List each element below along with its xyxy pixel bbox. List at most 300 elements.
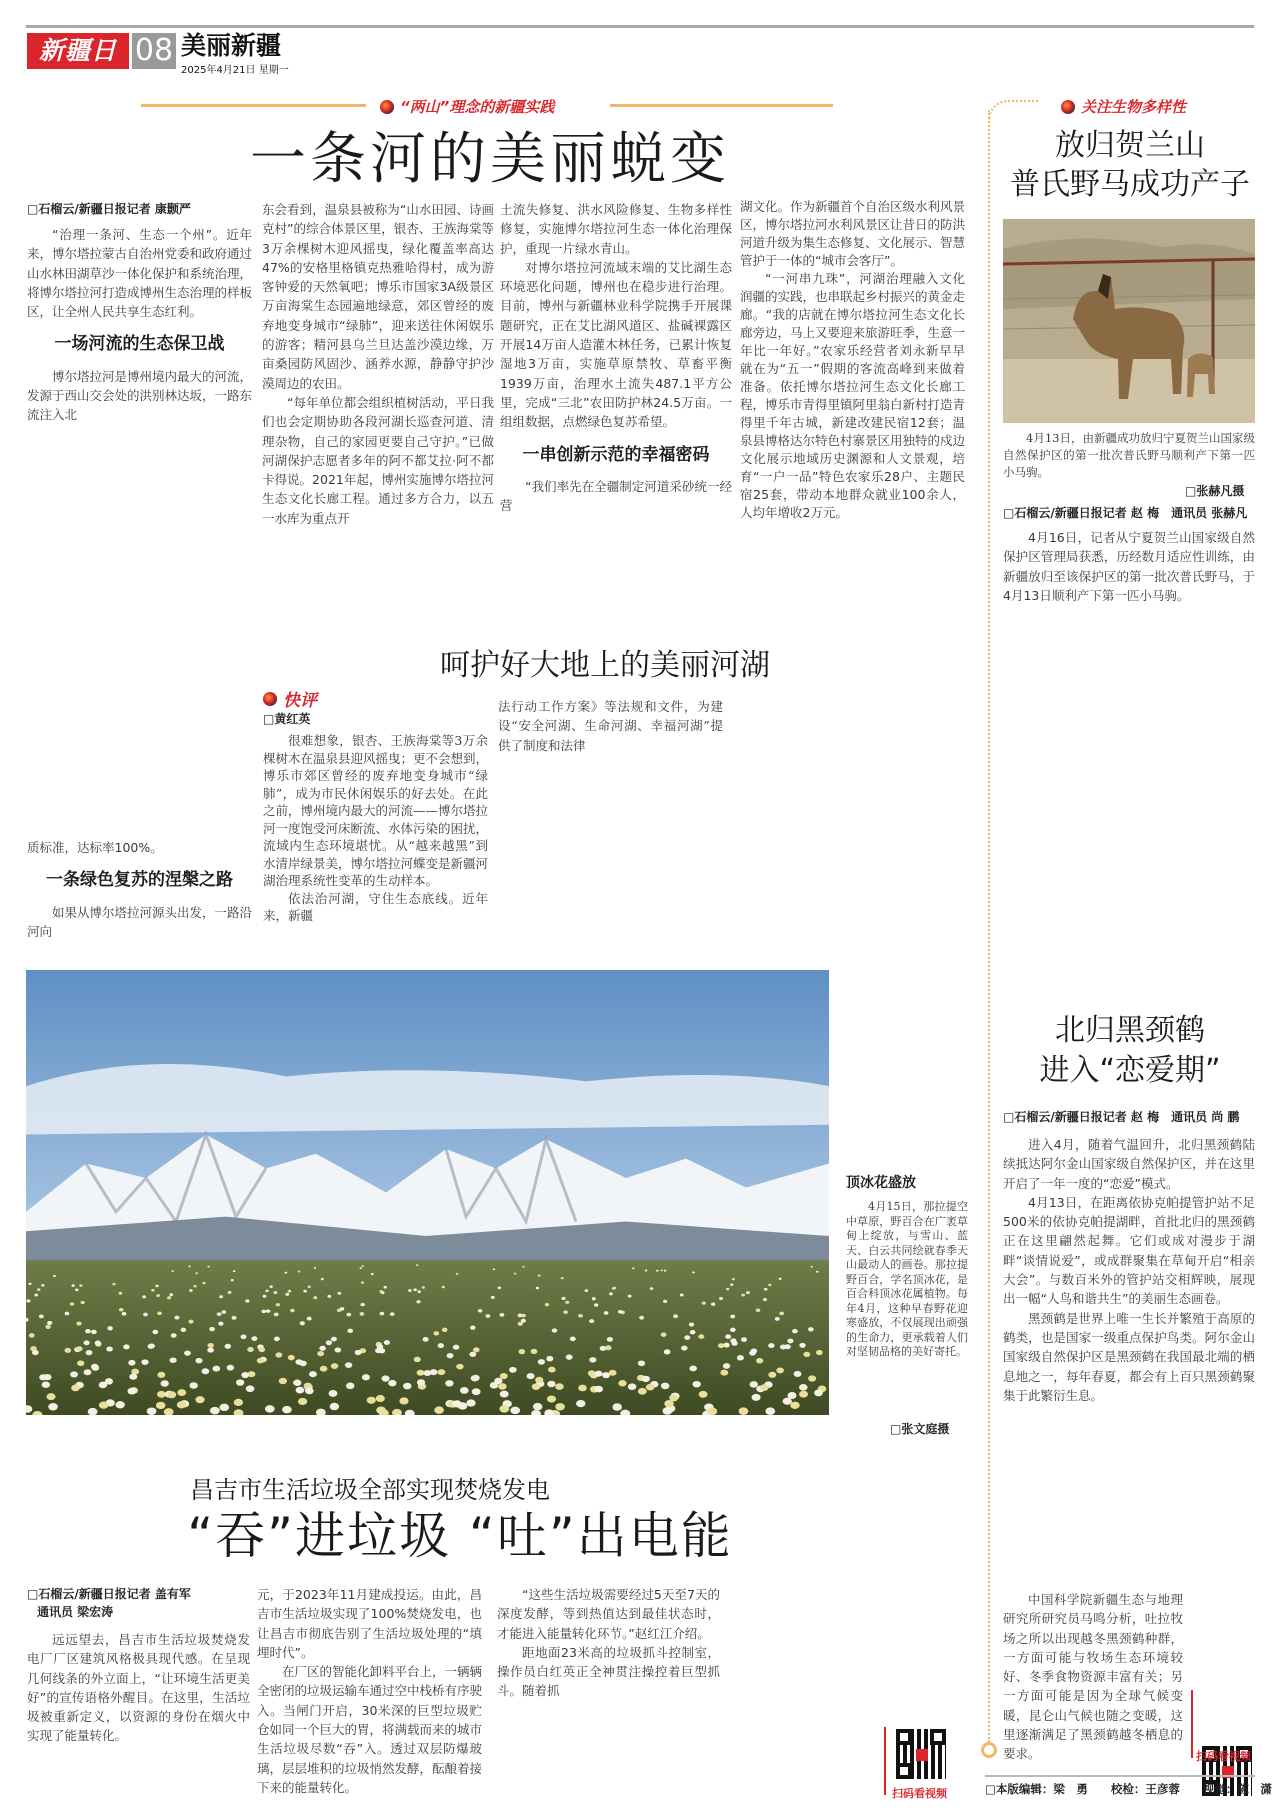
flower-mark	[466, 1399, 475, 1406]
flower-mark	[236, 1379, 244, 1385]
flower-mark	[563, 1310, 568, 1314]
flower-mark	[234, 1399, 243, 1406]
flower-mark	[725, 1334, 731, 1339]
flower-mark	[416, 1264, 418, 1266]
flower-mark	[737, 1355, 744, 1360]
flower-mark	[381, 1375, 389, 1381]
flower-mark	[282, 1406, 292, 1414]
flower-mark	[251, 1336, 257, 1341]
flower-mark	[699, 1391, 708, 1398]
flower-mark	[689, 1322, 694, 1326]
flower-mark	[533, 1403, 543, 1410]
column-border-end	[981, 1742, 997, 1758]
flower-mark	[41, 1284, 44, 1287]
flower-mark	[367, 1397, 376, 1404]
flower-mark	[225, 1344, 231, 1349]
flower-mark	[45, 1325, 50, 1329]
flower-mark	[470, 1326, 475, 1330]
flower-mark	[360, 1312, 365, 1316]
paragraph: 土流失修复、洪水风险修复、生物多样性修复，实施博尔塔拉河生态一体化治理保护，重现一片绿水青山。	[500, 202, 732, 256]
flower-mark	[71, 1284, 74, 1287]
flower-mark	[265, 1405, 275, 1412]
paragraph: 对博尔塔拉河流域末端的艾比湖生态环境恶化问题，博州也在稳步进行治理。目前，博州与新疆林业科学院携手开展课题研究，正在艾比湖风道区、盐碱裸露区开展14万亩人造灌木林任务，已累计恢复湿地3万亩，实施草原禁牧、草畜平衡1939万亩，治理水土流失487.1平方公里，完成“三北”农田防护林24.5万亩。一组组数据，点燃绿色复苏希望。	[500, 259, 732, 430]
flower-mark	[221, 1310, 226, 1314]
flower-mark	[765, 1407, 775, 1415]
flower-mark	[345, 1362, 352, 1368]
flower-mark	[594, 1386, 603, 1393]
caption-text: 4月13日，由新疆成功放归宁夏贺兰山国家级自然保护区的第一批次普氏野马顺利产下第一匹小马驹。	[1003, 431, 1255, 479]
bullet-icon	[1061, 100, 1075, 114]
flower-mark	[203, 1282, 206, 1284]
flower-mark	[638, 1388, 647, 1395]
flower-mark	[794, 1371, 802, 1377]
flower-mark	[585, 1289, 589, 1292]
flower-mark	[266, 1309, 271, 1313]
flower-mark	[642, 1376, 650, 1382]
flower-mark	[600, 1346, 607, 1351]
flower-mark	[171, 1333, 177, 1338]
flower-mark	[99, 1402, 108, 1409]
paragraph: 元，于2023年11月建成投运。由此，昌吉市生活垃圾实现了100%焚烧发电，也让昌吉市彻底告别了生活垃圾处理的“填埋时代”。	[257, 1587, 482, 1660]
flower-mark	[663, 1300, 667, 1303]
flower-mark	[303, 1290, 307, 1293]
flower-mark	[298, 1398, 307, 1405]
subheadline: 昌吉市生活垃圾全部实现焚烧发电	[190, 1476, 550, 1504]
flower-mark	[193, 1285, 196, 1288]
flower-mark	[313, 1296, 317, 1299]
flower-mark	[746, 1291, 750, 1294]
flower-mark	[247, 1347, 254, 1352]
flower-mark	[536, 1287, 539, 1290]
paragraph: 距地面23米高的垃圾抓斗控制室，操作员白红英正全神贯注操控着巨型抓斗。随着抓	[497, 1644, 720, 1699]
story2-title-line2: 进入“恋爱期”	[1039, 1053, 1221, 1088]
photo-credit: □张文庭摄	[890, 1422, 950, 1436]
flower-mark	[490, 1382, 498, 1389]
flower-mark	[189, 1382, 197, 1389]
commentary-column-2	[498, 697, 723, 755]
story2-body-end	[1003, 1590, 1183, 1764]
flower-mark	[300, 1321, 305, 1325]
flower-mark	[628, 1383, 637, 1390]
flower-mark	[245, 1299, 249, 1302]
flower-mark	[169, 1293, 173, 1296]
flower-mark	[347, 1329, 353, 1333]
flower-mark	[776, 1367, 784, 1373]
flower-mark	[156, 1294, 160, 1297]
top-rule	[26, 25, 1254, 28]
flower-mark	[814, 1389, 823, 1396]
flower-mark	[609, 1370, 617, 1376]
paragraph: 进入4月，随着气温回升，北归黑颈鹤陆续抵达阿尔金山国家级自然保护区，并在这里开启了一年一度的“恋爱”模式。	[1003, 1137, 1255, 1191]
flower-mark	[91, 1364, 99, 1370]
flower-mark	[210, 1407, 220, 1415]
flower-mark	[578, 1385, 587, 1392]
flower-mark	[561, 1277, 564, 1279]
flower-mark	[790, 1402, 799, 1409]
flower-mark	[269, 1285, 272, 1288]
flower-mark	[361, 1265, 363, 1267]
flower-mark	[403, 1383, 412, 1390]
flower-mark	[143, 1313, 148, 1317]
qr-label: 扫码看视频	[892, 1787, 947, 1800]
flower-mark	[460, 1387, 469, 1394]
flower-mark	[656, 1270, 659, 1272]
paragraph: 很难想象，银杏、王族海棠等3万余棵树木在温泉县迎风摇曳；更不会想到，博乐市郊区曾经的废弃地变身城市“绿肺”，成为市民休闲娱乐的好去处。在此之前，博州境内最大的河流——博尔塔拉河一度饱受河床断流、水体污染的困扰，流域内生态环境堪忧。从“越来越黑”到水清岸绿景美，博尔塔拉河蝶变是新疆河湖治理系统性变革的生动样本。	[263, 733, 489, 888]
commentary-kicker	[263, 686, 317, 711]
flower-mark	[207, 1266, 209, 1268]
paragraph: “这些生活垃圾需要经过5天至7天的深度发酵，等到热值达到最佳状态时，才能进入能量转化环节。”赵红江介绍。	[497, 1587, 720, 1641]
flower-mark	[379, 1290, 383, 1293]
flower-mark	[335, 1347, 342, 1352]
article-column-1	[27, 225, 252, 425]
paragraph: 质标准，达标率100%。	[27, 840, 163, 855]
paragraph: “我们率先在全疆制定河道采砂统一经营	[500, 478, 732, 514]
flower-mark	[692, 1271, 695, 1273]
paragraph: 4月13日，在距离依协克帕提管护站不足500米的依协克帕提湖畔，首批北归的黑颈鹤正在这里翩然起舞。它们或成对漫步于湖畔“谈情说爱”，或成群聚集在草甸开启“相亲大会”。与数百米外的管护站交相辉映，展现出一幅“人鸟和谐共生”的美丽生态画卷。	[1003, 1194, 1255, 1307]
flower-mark	[689, 1366, 697, 1372]
article3-column-1	[27, 1630, 250, 1746]
flower-mark	[417, 1370, 425, 1376]
flower-mark	[660, 1269, 663, 1271]
flower-mark	[646, 1384, 655, 1391]
flower-mark	[578, 1314, 583, 1318]
flower-mark	[749, 1350, 756, 1355]
flower-mark	[288, 1290, 292, 1293]
footer-rule	[985, 1775, 1255, 1777]
flower-mark	[434, 1406, 444, 1414]
flower-mark	[246, 1385, 255, 1392]
flower-mark	[808, 1375, 816, 1381]
flower-mark	[562, 1297, 566, 1300]
flower-mark	[119, 1308, 124, 1312]
flower-mark	[91, 1330, 97, 1334]
photo-caption	[846, 1200, 968, 1360]
flower-mark	[522, 1266, 524, 1268]
flower-mark	[768, 1372, 776, 1378]
flower-mark	[531, 1349, 538, 1354]
flower-mark	[274, 1337, 280, 1342]
flower-mark	[71, 1385, 80, 1392]
flower-mark	[346, 1313, 351, 1317]
flower-mark	[360, 1267, 362, 1269]
section-title: 美丽新疆	[181, 31, 282, 60]
flower-mark	[362, 1374, 370, 1380]
flower-mark	[189, 1289, 193, 1292]
column-border-corner	[988, 100, 1038, 120]
column-kicker	[380, 96, 554, 117]
flower-mark	[142, 1295, 146, 1298]
flower-mark	[763, 1298, 767, 1301]
flower-mark	[576, 1400, 585, 1407]
flower-mark	[288, 1355, 295, 1360]
flower-mark	[417, 1290, 421, 1293]
flower-mark	[414, 1357, 421, 1363]
flower-mark	[329, 1390, 338, 1397]
flower-mark	[638, 1360, 645, 1366]
flower-mark	[500, 1391, 509, 1398]
flower-mark	[518, 1349, 525, 1354]
flower-mark	[265, 1289, 269, 1292]
byline: 通讯员 梁宏涛	[37, 1605, 114, 1619]
paragraph: 远远望去，昌吉市生活垃圾焚烧发电厂厂区建筑风格极具现代感。在呈现几何线条的外立面上，“让环境生活更美好”的宣传语格外醒目。在这里，生活垃圾被重新定义，以资源的身份在烟火中实现了能量转化。	[27, 1632, 250, 1744]
flower-mark	[639, 1316, 644, 1320]
flower-mark	[779, 1312, 784, 1316]
flower-mark	[307, 1317, 312, 1321]
subheading: 一条绿色复苏的涅槃之路	[46, 870, 233, 891]
flower-mark	[618, 1310, 623, 1314]
flower-mark	[555, 1403, 565, 1410]
flower-mark	[589, 1319, 594, 1323]
flower-mark	[692, 1381, 700, 1388]
story2-title-line1: 北归黑颈鹤	[1055, 1013, 1205, 1048]
flower-mark	[184, 1351, 191, 1356]
flower-mark	[545, 1303, 549, 1306]
flower-mark	[661, 1332, 667, 1337]
flower-mark	[337, 1308, 342, 1312]
flower-mark	[408, 1289, 412, 1292]
byline: □石榴云/新疆日报记者 赵 梅 通讯员 尚 鹏	[1003, 1110, 1240, 1124]
flower-mark	[527, 1373, 535, 1379]
flower-mark	[119, 1292, 123, 1295]
flower-mark	[711, 1303, 715, 1306]
flower-mark	[279, 1378, 287, 1384]
flower-mark	[75, 1289, 79, 1292]
flower-mark	[70, 1371, 78, 1377]
newspaper-logo: 新疆日报	[27, 33, 129, 69]
flower-mark	[546, 1356, 553, 1361]
flower-mark	[307, 1285, 310, 1288]
subheading: 一场河流的生态保卫战	[54, 334, 225, 355]
flower-mark	[775, 1317, 780, 1321]
flower-mark	[707, 1408, 717, 1415]
photo-title: 顶冰花盛放	[846, 1175, 916, 1191]
flower-mark	[305, 1388, 314, 1395]
bullet-icon	[263, 692, 277, 706]
article-column-3	[500, 200, 732, 515]
divider-line	[610, 104, 833, 107]
flower-mark	[258, 1347, 265, 1352]
flower-mark	[129, 1374, 137, 1380]
flower-mark	[217, 1312, 222, 1316]
flower-mark	[261, 1310, 266, 1314]
flower-mark	[64, 1348, 71, 1353]
flower-mark	[39, 1315, 44, 1319]
kicker-label: 关注生物多样性	[1081, 98, 1187, 116]
flower-mark	[213, 1366, 221, 1372]
flower-mark	[816, 1271, 819, 1273]
flower-mark	[739, 1407, 749, 1415]
flower-mark	[65, 1312, 70, 1316]
story1-title-line1: 放归贺兰山	[1055, 128, 1205, 163]
flower-mark	[535, 1377, 543, 1383]
flower-mark	[423, 1337, 429, 1342]
flower-mark	[228, 1291, 232, 1294]
flower-mark	[718, 1343, 724, 1348]
flower-mark	[588, 1370, 596, 1376]
flower-mark	[413, 1288, 417, 1291]
flower-mark	[730, 1338, 736, 1343]
flower-mark	[673, 1314, 678, 1318]
flower-mark	[86, 1350, 93, 1355]
flower-mark	[760, 1384, 769, 1391]
flower-mark	[498, 1383, 507, 1390]
flower-mark	[702, 1302, 706, 1305]
flower-mark	[756, 1308, 761, 1312]
flower-mark	[218, 1322, 223, 1326]
flower-mark	[181, 1328, 187, 1332]
flower-mark	[784, 1344, 790, 1349]
horse-photo-caption	[1003, 430, 1255, 481]
byline: □石榴云/新疆日报记者 康颢严	[27, 202, 191, 216]
flower-mark	[514, 1273, 517, 1275]
flower-mark	[632, 1267, 634, 1269]
flower-mark	[493, 1268, 495, 1270]
editor-credits: □本版编辑：梁 勇 校检：王彦蓉 视觉：陈 潇	[985, 1782, 1272, 1796]
flower-mark	[320, 1366, 328, 1372]
flower-mark	[34, 1294, 38, 1297]
flower-mark	[442, 1286, 445, 1289]
flower-mark	[458, 1402, 468, 1409]
flower-mark	[37, 1288, 41, 1291]
flower-mark	[547, 1395, 556, 1402]
flower-mark	[384, 1286, 387, 1289]
flower-mark	[472, 1375, 480, 1381]
paragraph: 在厂区的智能化卸料平台上，一辆辆全密闭的垃圾运输车通过空中栈桥有序驶入。当闸门开启，30米深的巨型垃圾贮仓如同一个巨大的胃，将满载而来的城市生活垃圾尽数“吞”入。透过双层防爆玻璃，层层堆积的垃圾悄然发酵，酝酿着接下来的能量转化。	[257, 1664, 483, 1795]
flower-mark	[219, 1404, 229, 1411]
flower-mark	[816, 1350, 823, 1355]
flower-mark	[618, 1380, 626, 1386]
flower-mark	[115, 1401, 124, 1408]
flower-mark	[319, 1346, 326, 1351]
article-column-1-end	[27, 838, 252, 941]
flower-mark	[233, 1270, 236, 1272]
qr-accent-bar	[884, 1727, 886, 1795]
qr-code[interactable]	[894, 1727, 948, 1781]
flower-mark	[799, 1391, 808, 1398]
flower-mark	[128, 1360, 135, 1366]
flower-mark	[698, 1334, 704, 1339]
flower-mark	[566, 1354, 573, 1359]
paragraph: 博尔塔拉河是博州境内最大的河流，发源于西山交会处的洪别林达坂，一路东流注入北	[27, 368, 253, 423]
commentary-title: 呵护好大地上的美丽河湖	[440, 648, 770, 683]
flower-mark	[594, 1303, 598, 1306]
flower-mark	[768, 1284, 771, 1287]
flower-mark	[376, 1395, 385, 1402]
flower-mark	[85, 1329, 91, 1333]
flower-mark	[499, 1405, 509, 1412]
flower-mark	[662, 1407, 672, 1415]
flower-mark	[752, 1394, 761, 1401]
paragraph: 4月16日，记者从宁夏贺兰山国家级自然保护区管理局获悉，历经数月适应性训练，由新疆放归至该保护区的第一批次普氏野马，于4月13日顺利产下第一匹小马驹。	[1003, 530, 1255, 603]
flower-mark	[122, 1312, 127, 1316]
flower-mark	[46, 1393, 55, 1400]
paragraph: “治理一条河、生态一个州”。近年来，博尔塔拉蒙古自治州党委和政府通过山水林田湖草沙一体化保护和系统治理，将博尔塔拉河打造成博州生态治理的样板区，让全州人民共享生态红利。	[27, 227, 253, 320]
flower-mark	[155, 1285, 158, 1288]
flower-mark	[161, 1380, 169, 1386]
flower-mark	[538, 1359, 545, 1365]
flower-mark	[730, 1328, 736, 1332]
flower-mark	[47, 1321, 52, 1325]
caption-text: 4月15日，那拉提空中草原，野百合在广袤草甸上绽放，与雪山、蓝天、白云共同绘就春季天山最动人的画卷。那拉提野百合，学名顶冰花，是百合科顶冰花属植物。每年4月，这种早春野花迎寒盛放，不仅展现出顽强的生命力，更承载着人们对坚韧品格的美好寄托。	[846, 1200, 968, 1358]
flower-mark	[290, 1309, 295, 1313]
flower-mark	[417, 1379, 425, 1385]
flower-mark	[77, 1360, 84, 1366]
flower-mark	[30, 1346, 37, 1351]
flower-mark	[612, 1287, 615, 1290]
flower-mark	[127, 1388, 136, 1395]
flower-mark	[209, 1327, 215, 1331]
flower-mark	[195, 1396, 204, 1403]
flower-mark	[43, 1374, 51, 1380]
flower-mark	[399, 1397, 408, 1404]
flower-mark	[570, 1337, 576, 1342]
flower-mark	[241, 1372, 249, 1378]
article3-column-3	[497, 1585, 720, 1701]
flower-mark	[195, 1358, 202, 1364]
flower-mark	[157, 1311, 162, 1315]
flower-mark	[472, 1388, 481, 1395]
flower-mark	[628, 1295, 632, 1298]
horse-photo	[1003, 219, 1255, 423]
flower-mark	[768, 1343, 774, 1348]
qr-accent-bar	[1191, 1690, 1193, 1758]
flower-mark	[787, 1339, 793, 1344]
flower-mark	[719, 1297, 723, 1300]
flower-mark	[390, 1312, 395, 1316]
flower-mark	[552, 1328, 558, 1332]
flower-mark	[76, 1346, 83, 1351]
bullet-icon	[380, 100, 394, 114]
flower-mark	[195, 1272, 198, 1274]
flower-mark	[188, 1266, 190, 1268]
flower-mark	[604, 1311, 609, 1315]
flower-mark	[355, 1350, 362, 1355]
qr-label: 扫码看视频	[1196, 1750, 1251, 1763]
paragraph: “一河串九珠”，河湖治理融入文化润疆的实践，也串联起乡村振兴的黄金走廊。“我的店就在博尔塔拉河生态文化长廊旁边，马上又要迎来旅游旺季，生意一年比一年好。”农家乐经营者刘永新早早就在为“五一”假期的客流高峰到来做着准备。依托博尔塔拉河生态文化长廊工程，博乐市青得里镇阿里翁白新村打造青得里千年古城，新建改建民宿12套；温泉县博格达尔特色村寨景区用独特的戍边文化展示地域历史渊源和人文景观，培育“一户一品”特色农家乐28户、主题民宿25套，带动本地群众就业100余人，人均年增收2万元。	[740, 271, 966, 520]
page-number: 08	[132, 33, 176, 69]
flower-mark	[500, 1373, 508, 1379]
flower-mark	[723, 1363, 730, 1369]
flower-mark	[219, 1295, 223, 1298]
flower-mark	[592, 1297, 596, 1300]
flower-mark	[447, 1353, 454, 1358]
flower-mark	[157, 1372, 165, 1378]
flower-mark	[202, 1368, 210, 1374]
flower-mark	[326, 1340, 332, 1345]
flower-mark	[792, 1329, 798, 1333]
flower-mark	[609, 1292, 613, 1295]
flower-mark	[156, 1402, 166, 1409]
flower-mark	[787, 1392, 796, 1399]
flower-mark	[285, 1272, 288, 1274]
flower-mark	[555, 1383, 564, 1390]
flower-mark	[498, 1286, 501, 1289]
flower-mark	[491, 1296, 495, 1299]
flower-mark	[371, 1273, 374, 1275]
story1-title-line2: 普氏野马成功产子	[1010, 167, 1250, 202]
flower-mark	[274, 1291, 278, 1294]
flower-mark	[361, 1303, 365, 1306]
flower-mark	[296, 1387, 305, 1394]
flower-mark	[664, 1349, 671, 1354]
flower-mark	[285, 1293, 289, 1296]
flower-mark	[167, 1296, 171, 1299]
flower-mark	[521, 1319, 526, 1323]
flower-mark	[331, 1337, 337, 1342]
flower-mark	[764, 1288, 768, 1291]
flower-mark	[327, 1295, 331, 1298]
flower-mark	[388, 1380, 396, 1386]
